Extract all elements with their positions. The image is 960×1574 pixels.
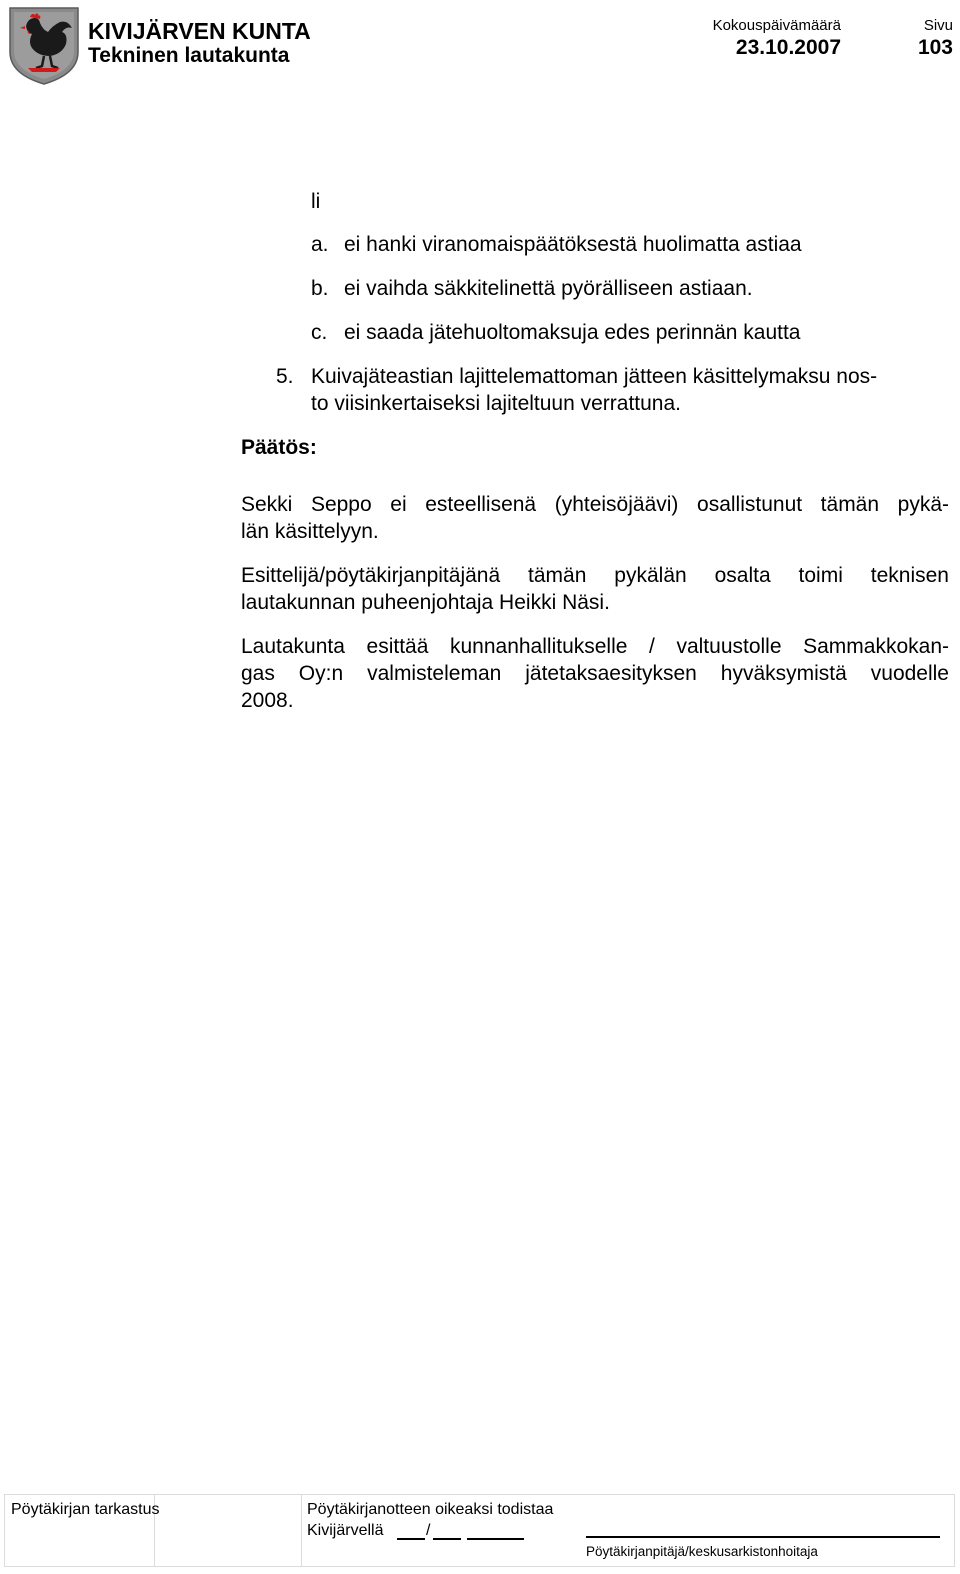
board-name: Tekninen lautakunta bbox=[88, 44, 290, 67]
list-item-text: ei vaihda säkkitelinettä pyörälliseen astiaan. bbox=[344, 277, 753, 300]
list-marker: b. bbox=[311, 277, 329, 300]
list-item-text-line: to viisinkertaiseksi lajiteltuun verrattuna. bbox=[311, 392, 682, 415]
signature-line bbox=[586, 1536, 940, 1538]
footer-divider bbox=[301, 1494, 302, 1567]
paragraph-line: län käsittelyyn. bbox=[241, 520, 379, 543]
signer-title: Pöytäkirjanpitäjä/keskusarkistonhoitaja bbox=[586, 1544, 818, 1559]
page-label: Sivu bbox=[923, 17, 953, 34]
footer-top-border bbox=[4, 1494, 955, 1495]
list-item-text: ei saada jätehuoltomaksuja edes perinnän kautta bbox=[344, 321, 801, 344]
date-month-blank bbox=[433, 1538, 461, 1540]
decision-heading: Päätös: bbox=[241, 436, 317, 459]
review-label: Pöytäkirjan tarkastus bbox=[11, 1501, 160, 1518]
paragraph-line: gas Oy:n valmisteleman jätetaksaesityksen hyväksymistä vuodelle bbox=[241, 662, 949, 685]
certify-label: Pöytäkirjanotteen oikeaksi todistaa bbox=[307, 1501, 554, 1518]
paragraph-line: 2008. bbox=[241, 689, 294, 712]
footer-divider bbox=[4, 1494, 5, 1567]
paragraph-line: lautakunnan puheenjohtaja Heikki Näsi. bbox=[241, 591, 610, 614]
paragraph-line: Lautakunta esittää kunnanhallitukselle / valtuustolle Sammakkokan- bbox=[241, 635, 949, 658]
footer-divider bbox=[954, 1494, 955, 1567]
meeting-date-label: Kokouspäivämäärä bbox=[712, 17, 841, 34]
list-marker: a. bbox=[311, 233, 329, 256]
page-number: 103 bbox=[917, 36, 953, 59]
list-item-text: ei hanki viranomaispäätöksestä huolimatta astiaa bbox=[344, 233, 802, 256]
list-marker: 5. bbox=[276, 365, 294, 388]
municipality-crest-logo bbox=[8, 6, 80, 86]
paragraph-line: Sekki Seppo ei esteellisenä (yhteisöjäävi) osallistunut tämän pykä- bbox=[241, 493, 949, 516]
meeting-date: 23.10.2007 bbox=[735, 36, 841, 59]
list-fragment: li bbox=[311, 190, 321, 213]
footer-bottom-border bbox=[4, 1566, 955, 1567]
list-item-text-line: Kuivajäteastian lajittelemattoman jätteen käsittelymaksu nos- bbox=[311, 365, 878, 388]
list-marker: c. bbox=[311, 321, 328, 344]
paragraph-line: Esittelijä/pöytäkirjanpitäjänä tämän pykälän osalta toimi teknisen bbox=[241, 564, 949, 587]
date-separator: / bbox=[426, 1522, 431, 1539]
place-label: Kivijärvellä bbox=[307, 1522, 384, 1539]
date-day-blank bbox=[397, 1538, 425, 1540]
date-year-blank bbox=[467, 1538, 524, 1540]
organization-name: KIVIJÄRVEN KUNTA bbox=[88, 18, 311, 44]
